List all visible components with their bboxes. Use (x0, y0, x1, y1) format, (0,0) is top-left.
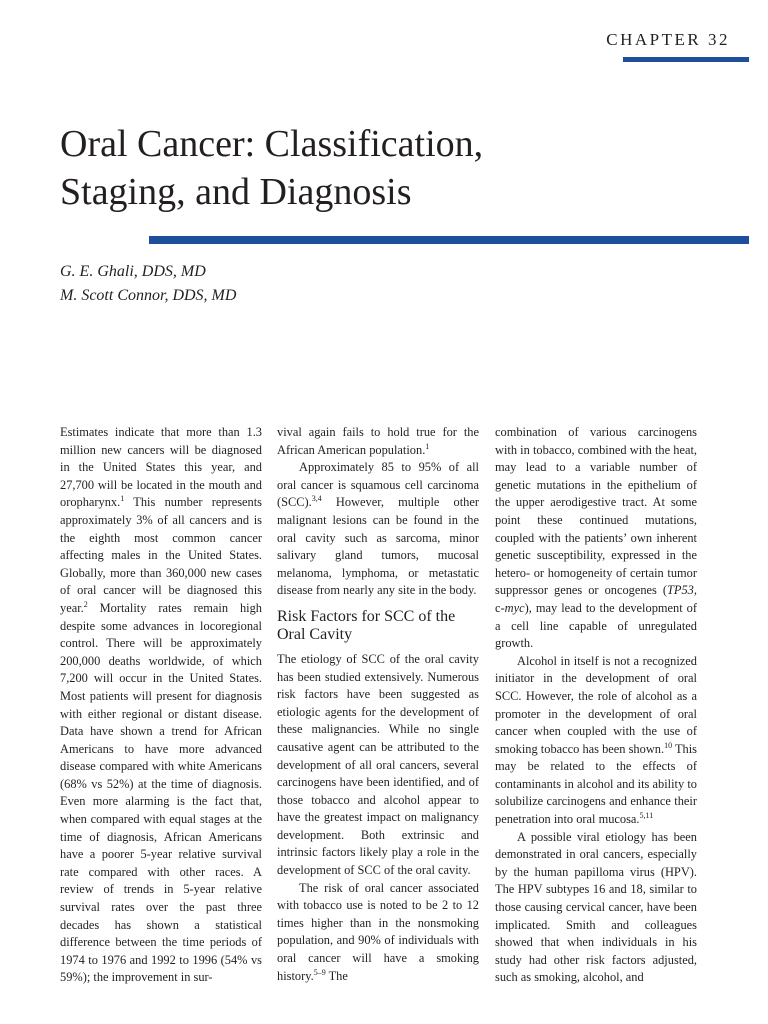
text-run: ), may lead to the development of a cell line capable of unregulated growth. (495, 600, 697, 651)
reference-superscript: 1 (120, 494, 125, 504)
text-run: The etiology of SCC of the oral cavity has been studied extensively. Numerous risk factors have been suggested as etiologic agents for the development of these malignancies. While no single causative agent can be attributed to the development of all oral cancers, several carcinogens have been identified, and of those tobacco and alcohol appear to have the greatest impact on malignancy development. Both extrinsic and intrinsic factors likely play a role in the development of SCC of the oral cavity. (277, 651, 479, 878)
gene-name: TP53 (667, 583, 694, 598)
reference-superscript: 5–9 (313, 967, 326, 977)
section-heading: Risk Factors for SCC of the Oral Cavity (277, 607, 456, 643)
reference-superscript: 2 (83, 599, 88, 609)
text-run: However, multiple other malignant lesions can be found in the oral cavity such as sarcoma, minor salivary gland tumors, mucosal melanoma, lymphoma, or metastatic disease from nearly any site in the body. (277, 495, 479, 598)
text-run: , c- (495, 583, 697, 615)
paragraph (495, 424, 697, 653)
text-run: This may be related to the effects of contaminants in alcohol and its ability to solubilize carcinogens and enhance their penetration into oral mucosa. (495, 741, 697, 827)
author-list (60, 260, 236, 308)
text-run: Approximately 85 to 95% of all oral cancer is squamous cell carcinoma (SCC). (277, 460, 479, 510)
paragraph (277, 651, 479, 880)
text-run: Estimates indicate that more than 1.3 million new cancers will be diagnosed in the United States this year, and 27,700 will be located in the mouth and oropharynx. (60, 425, 262, 510)
text-run: This number represents approximately 3% of all cancers and is the eighth most common cancer affecting males in the United States. Globally, more than 360,000 new cases of oral cancer will be diagnosed this year. (60, 495, 262, 615)
title-line-2: Staging, and Diagnosis (60, 171, 412, 213)
chapter-accent-bar (623, 57, 749, 62)
reference-superscript: 3,4 (311, 494, 322, 504)
text-run: The risk of oral cancer associated with tobacco use is noted to be 2 to 12 times higher than in the nonsmoking population, and 90% of individuals with oral cancer will have a smoking history. (277, 880, 479, 983)
title-accent-bar (149, 236, 749, 244)
text-run: A possible viral etiology has been demonstrated in oral cancers, especially by the human papilloma virus (HPV). The HPV subtypes 16 and 18, similar to those causing cervical cancer, have been implicated. Smith and colleagues showed that when individuals in his study had other risk factors adjusted, such as smoking, alcohol, and (495, 829, 697, 985)
text-run: Mortality rates remain high despite some advances in locoregional control. There will be approximately 200,000 deaths worldwide, of which 7,200 will occur in the United States. Most patients will present for diagnosis with either regional or distant disease. Data have shown a trend for African Americans to have more advanced disease compared with white Americans (68% vs 52%) at the time of diagnosis. Even more alarming is the fact that, when compared with equal stages at the time of diagnosis, African Americans have a poorer 5-year relative survival rate compared with other races. A review of trends in 5-year relative survival rates over the past three decades has shown a statistical difference between the time periods of 1974 to 1976 and 1992 to 1996 (54% vs 59%); the improvement in sur- (60, 600, 262, 985)
reference-superscript: 1 (425, 441, 430, 451)
paragraph (60, 424, 262, 987)
author-1: G. E. Ghali, DDS, MD (60, 263, 206, 280)
text-run: vival again fails to hold true for the African American population. (277, 425, 479, 457)
paragraph (495, 653, 697, 829)
text-run: Alcohol in itself is not a recognized initiator in the development of oral SCC. However, the role of alcohol as a promoter in the development of oral cancer when coupled with the use of smoking tobacco has been shown. (495, 653, 697, 756)
title-line-1: Oral Cancer: Classification, (60, 123, 484, 165)
paragraph (277, 424, 479, 459)
reference-superscript: 10 (664, 740, 673, 750)
author-2: M. Scott Connor, DDS, MD (60, 287, 237, 304)
paragraph (277, 880, 479, 986)
text-run: The (325, 968, 348, 983)
chapter-title (60, 120, 700, 216)
text-column-3 (495, 424, 697, 987)
gene-name: myc (504, 600, 525, 615)
text-run: combination of various carcinogens with in tobacco, combined with the heat, may lead to a variable number of genetic mutations in the epithelium of the upper aerodigestive tract. At some point these continued mutations, coupled with the patients’ own inherent genetic susceptibility, expressed in the hetero- or homogeneity of certain tumor suppressor genes or oncogenes ( (495, 425, 697, 598)
reference-superscript: 5,11 (639, 810, 654, 820)
paragraph (277, 459, 479, 600)
text-column-1 (60, 424, 262, 987)
chapter-label: CHAPTER 32 (606, 30, 730, 49)
paragraph (495, 829, 697, 987)
text-column-2 (277, 424, 479, 985)
